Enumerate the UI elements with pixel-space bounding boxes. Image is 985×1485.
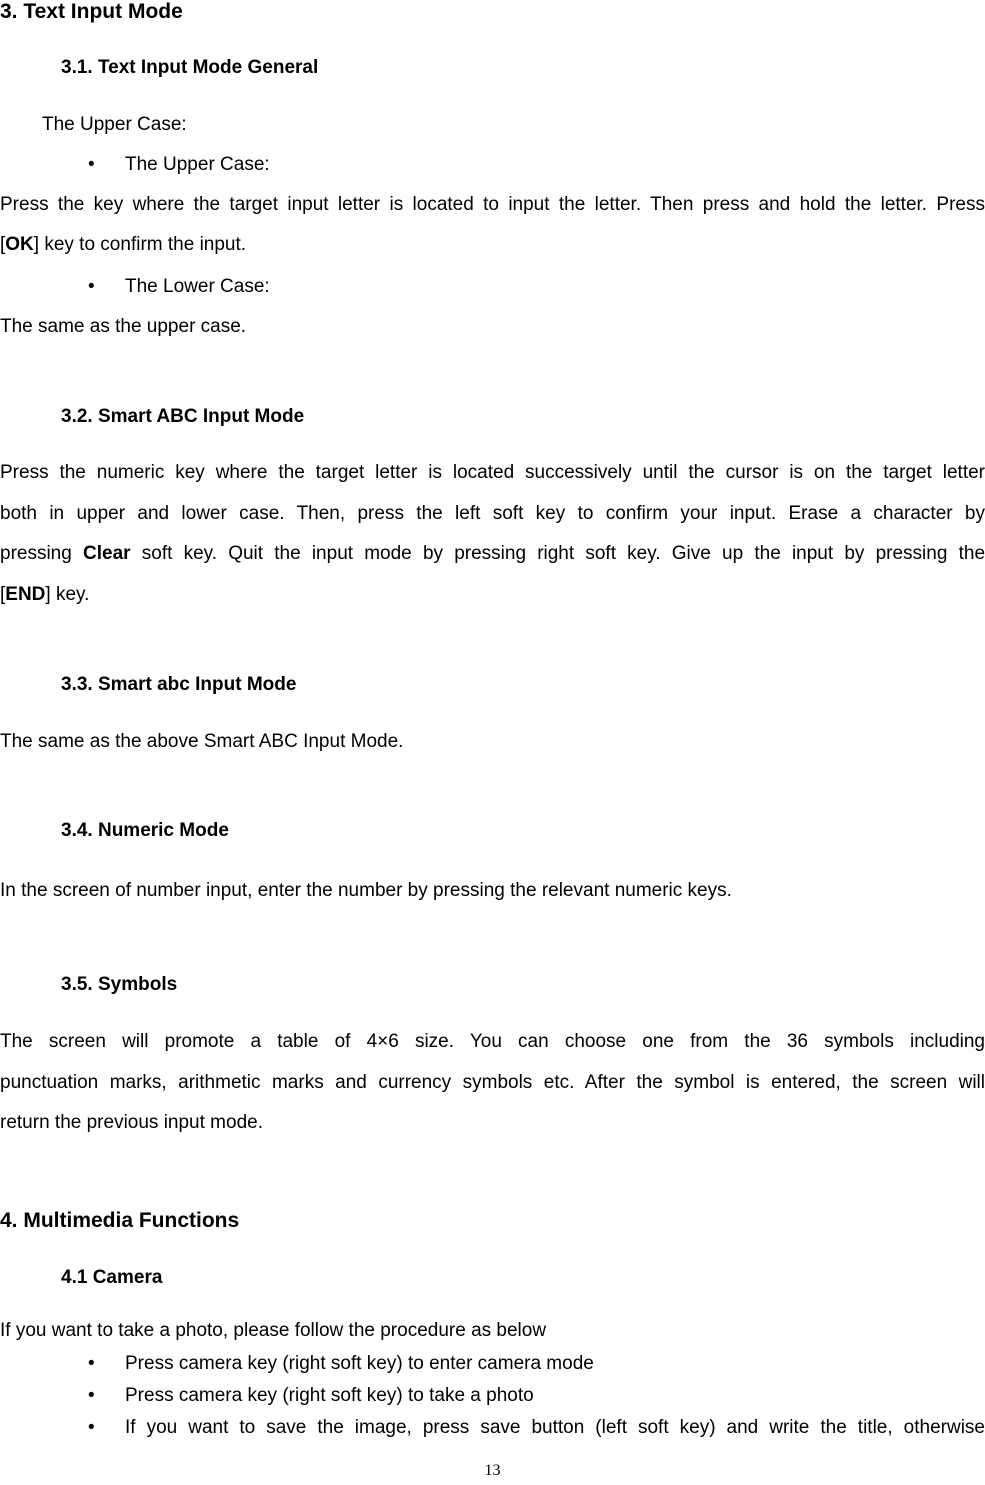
smart-abc-line-2: both in upper and lower case. Then, press the left soft key to confirm your input. Erase a character by [0, 503, 985, 524]
symbols-line-3: return the previous input mode. [0, 1112, 263, 1133]
smart-abc-lower-text: The same as the above Smart ABC Input Mode. [0, 731, 404, 752]
clear-key-label: Clear [83, 543, 131, 564]
camera-step-3: If you want to save the image, press save button (left soft key) and write the title, otherwise [125, 1417, 985, 1438]
bullet-marker: • [88, 1385, 95, 1406]
symbols-line-2: punctuation marks, arithmetic marks and currency symbols etc. After the symbol is entered, the screen will [0, 1072, 985, 1093]
lower-case-text: The same as the upper case. [0, 316, 247, 337]
section-4-heading: 4. Multimedia Functions [0, 1209, 240, 1232]
upper-case-text-line-1: Press the key where the target input letter is located to input the letter. Then press and hold the letter. Press [0, 194, 985, 215]
ok-key-label: OK [5, 234, 34, 255]
smart-abc-line-3: pressing Clear soft key. Quit the input mode by pressing right soft key. Give up the input by pressing the [0, 543, 985, 564]
upper-case-text-line-2: [OK] key to confirm the input. [0, 234, 247, 255]
camera-intro: If you want to take a photo, please follow the procedure as below [0, 1320, 547, 1341]
smart-abc-line-4: [END] key. [0, 584, 90, 605]
smart-abc-line-1: Press the numeric key where the target letter is located successively until the cursor is on the target letter [0, 462, 985, 483]
camera-step-2: Press camera key (right soft key) to take a photo [125, 1385, 534, 1406]
section-4-1-heading: 4.1 Camera [61, 1267, 163, 1288]
section-3-2-heading: 3.2. Smart ABC Input Mode [61, 406, 305, 427]
bullet-upper-case: The Upper Case: [125, 154, 270, 175]
section-3-3-heading: 3.3. Smart abc Input Mode [61, 674, 297, 695]
section-3-5-heading: 3.5. Symbols [61, 974, 178, 995]
symbols-line-1: The screen will promote a table of 4×6 size. You can choose one from the 36 symbols including [0, 1031, 985, 1052]
bullet-lower-case: The Lower Case: [125, 276, 270, 297]
end-key-label: END [5, 584, 46, 605]
bullet-marker: • [88, 1353, 95, 1374]
page-number: 13 [484, 1462, 501, 1479]
bullet-marker: • [88, 276, 95, 297]
section-3-1-heading: 3.1. Text Input Mode General [61, 57, 319, 78]
bullet-marker: • [88, 154, 95, 175]
section-3-4-heading: 3.4. Numeric Mode [61, 820, 229, 841]
camera-step-1: Press camera key (right soft key) to enter camera mode [125, 1353, 594, 1374]
bullet-marker: • [88, 1417, 95, 1438]
upper-case-intro: The Upper Case: [42, 114, 187, 135]
section-3-heading: 3. Text Input Mode [0, 0, 183, 23]
numeric-mode-text: In the screen of number input, enter the number by pressing the relevant numeric keys. [0, 880, 732, 901]
